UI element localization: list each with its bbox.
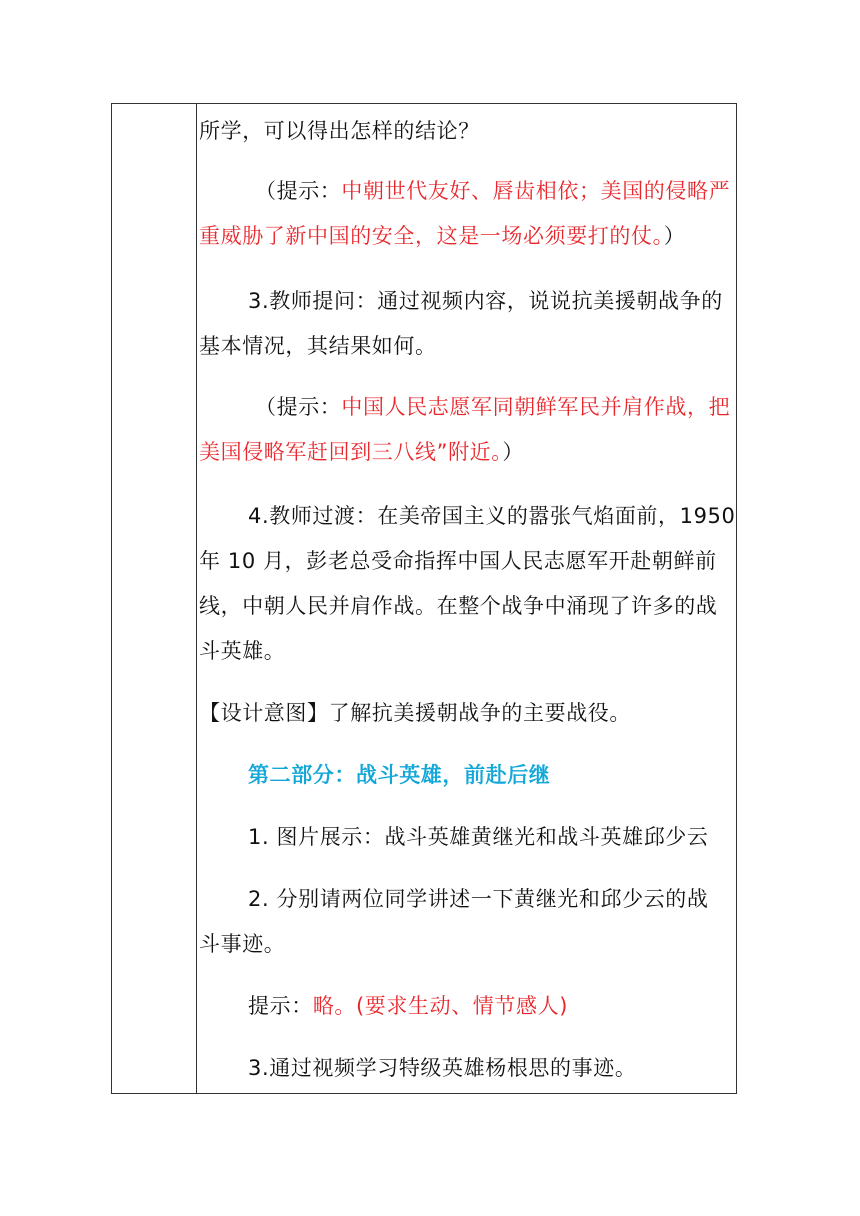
hint-answer: 略。(要求生动、情节感人)	[312, 994, 568, 1018]
item-2-line: 斗事迹。	[199, 932, 286, 956]
item-2-line: 2. 分别请两位同学讲述一下黄继光和邱少云的战	[248, 887, 709, 911]
item-1: 1. 图片展示：战斗英雄黄继光和战斗英雄邱少云	[248, 825, 709, 849]
hint-line	[199, 437, 524, 467]
hint-answer: 重威胁了新中国的安全，这是一场必须要打的仗。	[199, 224, 664, 248]
hint-line	[248, 991, 568, 1021]
question-4-line: 线，中朝人民并肩作战。在整个战争中涌现了许多的战	[199, 594, 718, 618]
hint-answer: 美国侵略军赶回到三八线”附近。	[199, 440, 503, 464]
design-intent: 【设计意图】了解抗美援朝战争的主要战役。	[199, 701, 631, 725]
item-3: 3.通过视频学习特级英雄杨根思的事迹。	[248, 1056, 637, 1080]
text-line: 所学，可以得出怎样的结论？	[199, 119, 480, 143]
lesson-table	[111, 103, 737, 1094]
hint-label: 提示：	[248, 994, 313, 1018]
question-4-line: 年 10 月，彭老总受命指挥中国人民志愿军开赴朝鲜前	[199, 549, 717, 573]
question-4-line: 4.教师过渡：在美帝国主义的嚣张气焰面前，1950	[248, 504, 736, 528]
content-cell	[199, 104, 736, 1093]
section-heading: 第二部分：战斗英雄，前赴后继	[248, 763, 551, 787]
hint-open: （提示：	[255, 395, 342, 419]
question-4-line: 斗英雄。	[199, 639, 286, 663]
hint-answer: 中国人民志愿军同朝鲜军民并肩作战，把	[341, 395, 731, 419]
column-divider	[196, 104, 197, 1093]
hint-close: ）	[663, 224, 686, 248]
hint-line	[255, 176, 730, 206]
question-3-line: 基本情况，其结果如何。	[199, 334, 437, 358]
hint-close: ）	[502, 440, 524, 464]
hint-answer: 中朝世代友好、唇齿相依；美国的侵略严	[341, 179, 731, 203]
hint-line	[255, 392, 730, 422]
question-3-line: 3.教师提问：通过视频内容，说说抗美援朝战争的	[248, 289, 723, 313]
hint-open: （提示：	[255, 179, 342, 203]
hint-line	[199, 221, 685, 251]
